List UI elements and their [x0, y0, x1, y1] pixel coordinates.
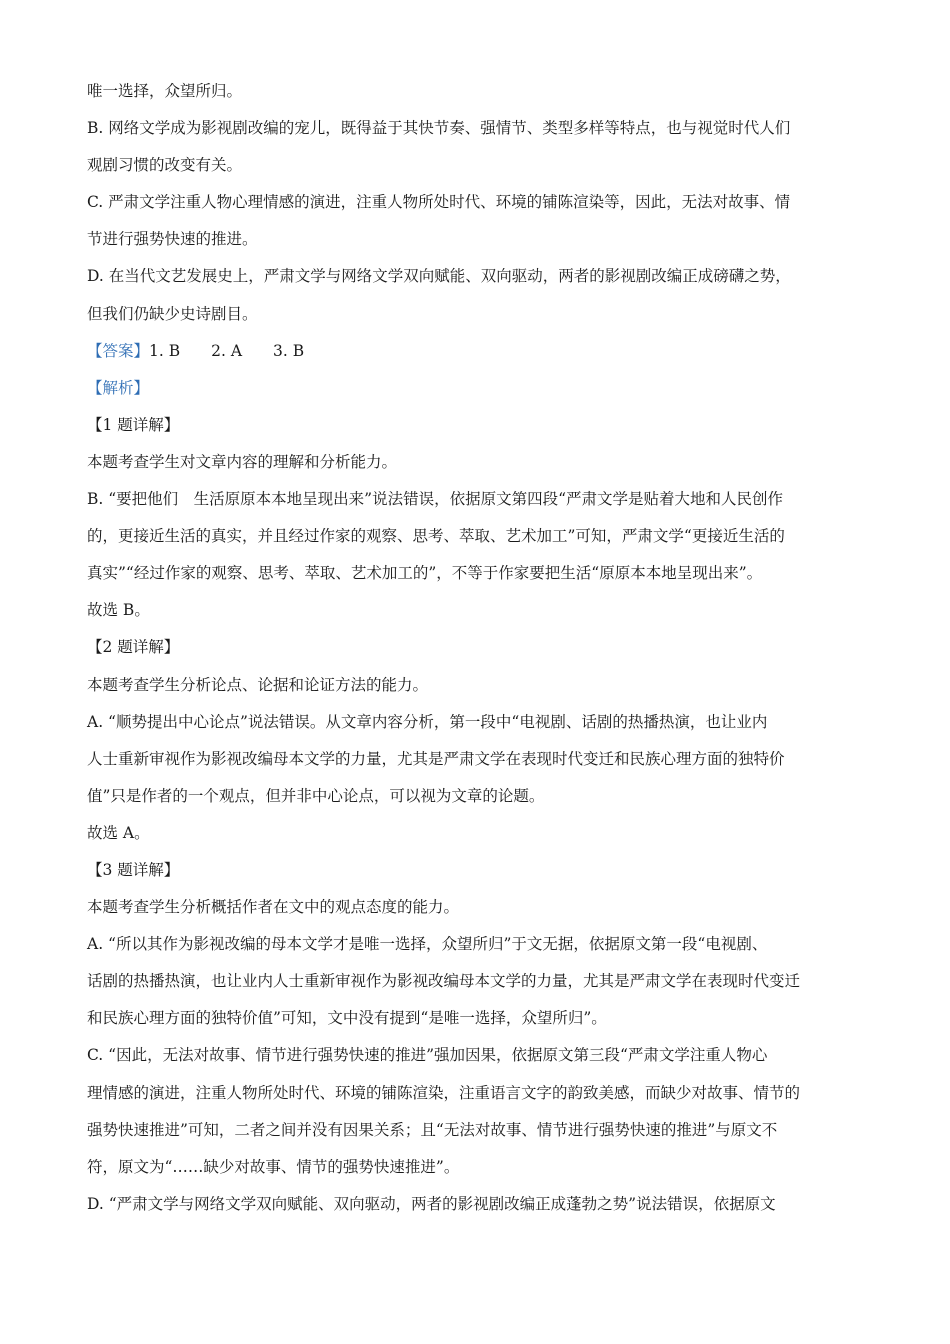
- section-heading-2: 【2 题详解】: [87, 638, 180, 657]
- answer-values: 1. B 2. A 3. B: [149, 341, 305, 360]
- text-line: 真实”“经过作家的观察、思考、萃取、艺术加工的”，不等于作家要把生活“原原本本地呈现出来”。: [87, 564, 763, 583]
- text-line: 符，原文为“……缺少对故事、情节的强势快速推进”。: [87, 1157, 460, 1176]
- text-line: 强势快速推进”可知，二者之间并没有因果关系；且“无法对故事、情节进行强势快速的推进”与原文不: [87, 1120, 778, 1139]
- text-line: 值”只是作者的一个观点，但并非中心论点，可以视为文章的论题。: [87, 786, 545, 805]
- text-line: 节进行强势快速的推进。: [87, 230, 258, 249]
- text-line: C. “因此，无法对故事、情节进行强势快速的推进”强加因果，依据原文第三段“严肃文学注重人物心: [87, 1046, 768, 1065]
- text-line: 但我们仍缺少史诗剧目。: [87, 304, 258, 323]
- option-c-line: C. 严肃文学注重人物心理情感的演进，注重人物所处时代、环境的铺陈渲染等，因此，无法对故事、情: [87, 193, 791, 212]
- text-line: 本题考查学生对文章内容的理解和分析能力。: [87, 452, 398, 471]
- text-line: 观剧习惯的改变有关。: [87, 156, 243, 175]
- text-line: 本题考查学生分析概括作者在文中的观点态度的能力。: [87, 898, 460, 917]
- answer-line: [87, 333, 867, 370]
- analysis-label: 【解析】: [87, 378, 150, 397]
- text-line: 本题考查学生分析论点、论据和论证方法的能力。: [87, 675, 429, 694]
- text-line: B. “要把他们 生活原原本本地呈现出来”说法错误，依据原文第四段“严肃文学是贴着大地和人民创作: [87, 490, 784, 509]
- text-line: 故选 A。: [87, 823, 150, 842]
- answer-label: 【答案】: [87, 341, 150, 360]
- text-line: A. “顺势提出中心论点”说法错误。从文章内容分析，第一段中“电视剧、话剧的热播热演，也让业内: [87, 712, 768, 731]
- text-line: 话剧的热播热演，也让业内人士重新审视作为影视改编母本文学的力量，尤其是严肃文学在表现时代变迁: [87, 972, 801, 991]
- section-heading-3: 【3 题详解】: [87, 860, 180, 879]
- section-heading-1: 【1 题详解】: [87, 415, 180, 434]
- text-line: 故选 B。: [87, 601, 150, 620]
- text-line: 的，更接近生活的真实，并且经过作家的观察、思考、萃取、艺术加工”可知，严肃文学“更接近生活的: [87, 527, 785, 546]
- option-d-line: D. 在当代文艺发展史上，严肃文学与网络文学双向赋能、双向驱动，两者的影视剧改编正成磅礴之势，: [87, 267, 791, 286]
- text-line: 唯一选择，众望所归。: [87, 82, 243, 100]
- text-line: 和民族心理方面的独特价值”可知，文中没有提到“是唯一选择，众望所归”。: [87, 1009, 607, 1028]
- text-line: 理情感的演进，注重人物所处时代、环境的铺陈渲染，注重语言文字的韵致美感，而缺少对故事、情节的: [87, 1083, 801, 1102]
- text-line: 人士重新审视作为影视改编母本文学的力量，尤其是严肃文学在表现时代变迁和民族心理方面的独特价: [87, 749, 785, 768]
- text-line: D. “严肃文学与网络文学双向赋能、双向驱动，两者的影视剧改编正成蓬勃之势”说法错误，依据原文: [87, 1194, 776, 1213]
- text-line: A. “所以其作为影视改编的母本文学才是唯一选择，众望所归”于文无据，依据原文第一段“电视剧、: [87, 935, 768, 954]
- document-page: [87, 73, 867, 1223]
- analysis-line: [87, 370, 867, 407]
- option-b-line: B. 网络文学成为影视剧改编的宠儿，既得益于其快节奏、强情节、类型多样等特点，也与视觉时代人们: [87, 119, 791, 138]
